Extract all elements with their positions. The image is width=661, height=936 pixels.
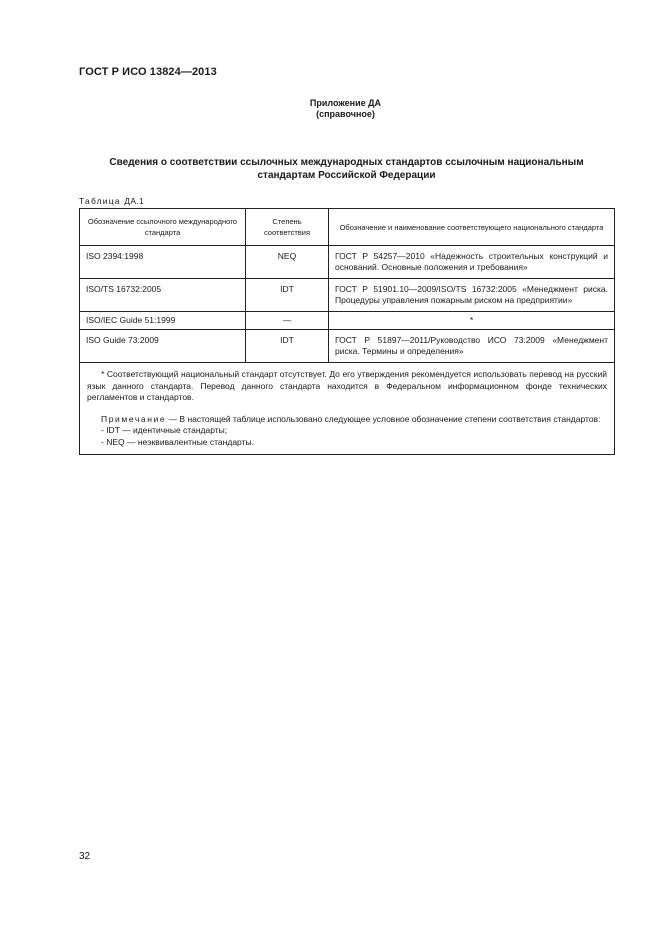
column-header-national: Обозначение и наименование соответствующего национального стандарта [329,209,615,246]
document-code: ГОСТ Р ИСО 13824—2013 [79,66,217,78]
appendix-title: Приложение ДА [309,98,382,108]
cell-national: ГОСТ Р 54257—2010 «Надежность строительных конструкций и оснований. Основные положения и требования» [329,246,615,279]
table-row [80,330,615,363]
note-text: — В настоящей таблице использовано следующее условное обозначение степени соответствия стандартов: [166,413,601,424]
cell-degree: IDT [246,330,329,363]
table-notes [80,363,615,455]
column-header-degree: Степень соответствия [246,209,329,246]
table-row [80,246,615,279]
column-header-international: Обозначение ссылочного международного стандарта [80,209,246,246]
cell-degree: NEQ [246,246,329,279]
table-header-row [80,209,615,246]
section-heading-line-1: Сведения о соответствии ссылочных международных стандартов ссылочным национальным [109,157,584,168]
cell-international: ISO Guide 73:2009 [80,330,246,363]
cell-national: ГОСТ Р 51901.10—2009/ISO/TS 16732:2005 «Менеджмент риска. Процедуры управления пожарным риском на предприятии» [329,279,615,312]
table-notes-row [80,363,615,455]
cell-international: ISO/TS 16732:2005 [80,279,246,312]
correspondence-table [79,208,615,455]
table-label [79,196,144,206]
cell-degree: IDT [246,279,329,312]
note-word: Примечание [101,413,167,424]
cell-international: ISO/IEC Guide 51:1999 [80,312,246,330]
cell-degree: — [246,312,329,330]
legend-item: - IDT — идентичные стандарты; [101,425,228,435]
footnote: * Соответствующий национальный стандарт отсутствует. До его утверждения рекомендуется использовать перевод на русский язык данного стандарта. Перевод данного стандарта находится в Федеральном информационном фонде технических регламентов и стандартов. [87,369,607,402]
note [87,414,607,426]
section-heading [79,156,614,182]
page-number: 32 [79,851,91,862]
appendix-title-block [0,98,661,120]
table-label-word: Таблица [79,196,121,206]
cell-national: * [329,312,615,330]
legend-item: - NEQ — неэквивалентные стандарты. [101,436,254,447]
section-heading-line-2: стандартам Российской Федерации [257,170,436,181]
cell-international: ISO 2394:1998 [80,246,246,279]
cell-national: ГОСТ Р 51897—2011/Руководство ИСО 73:2009 «Менеджмент риска. Термины и определения» [329,330,615,363]
appendix-subtitle: (справочное) [316,109,375,119]
table-label-number: ДА.1 [124,196,145,206]
table-row [80,279,615,312]
table-row [80,312,615,330]
